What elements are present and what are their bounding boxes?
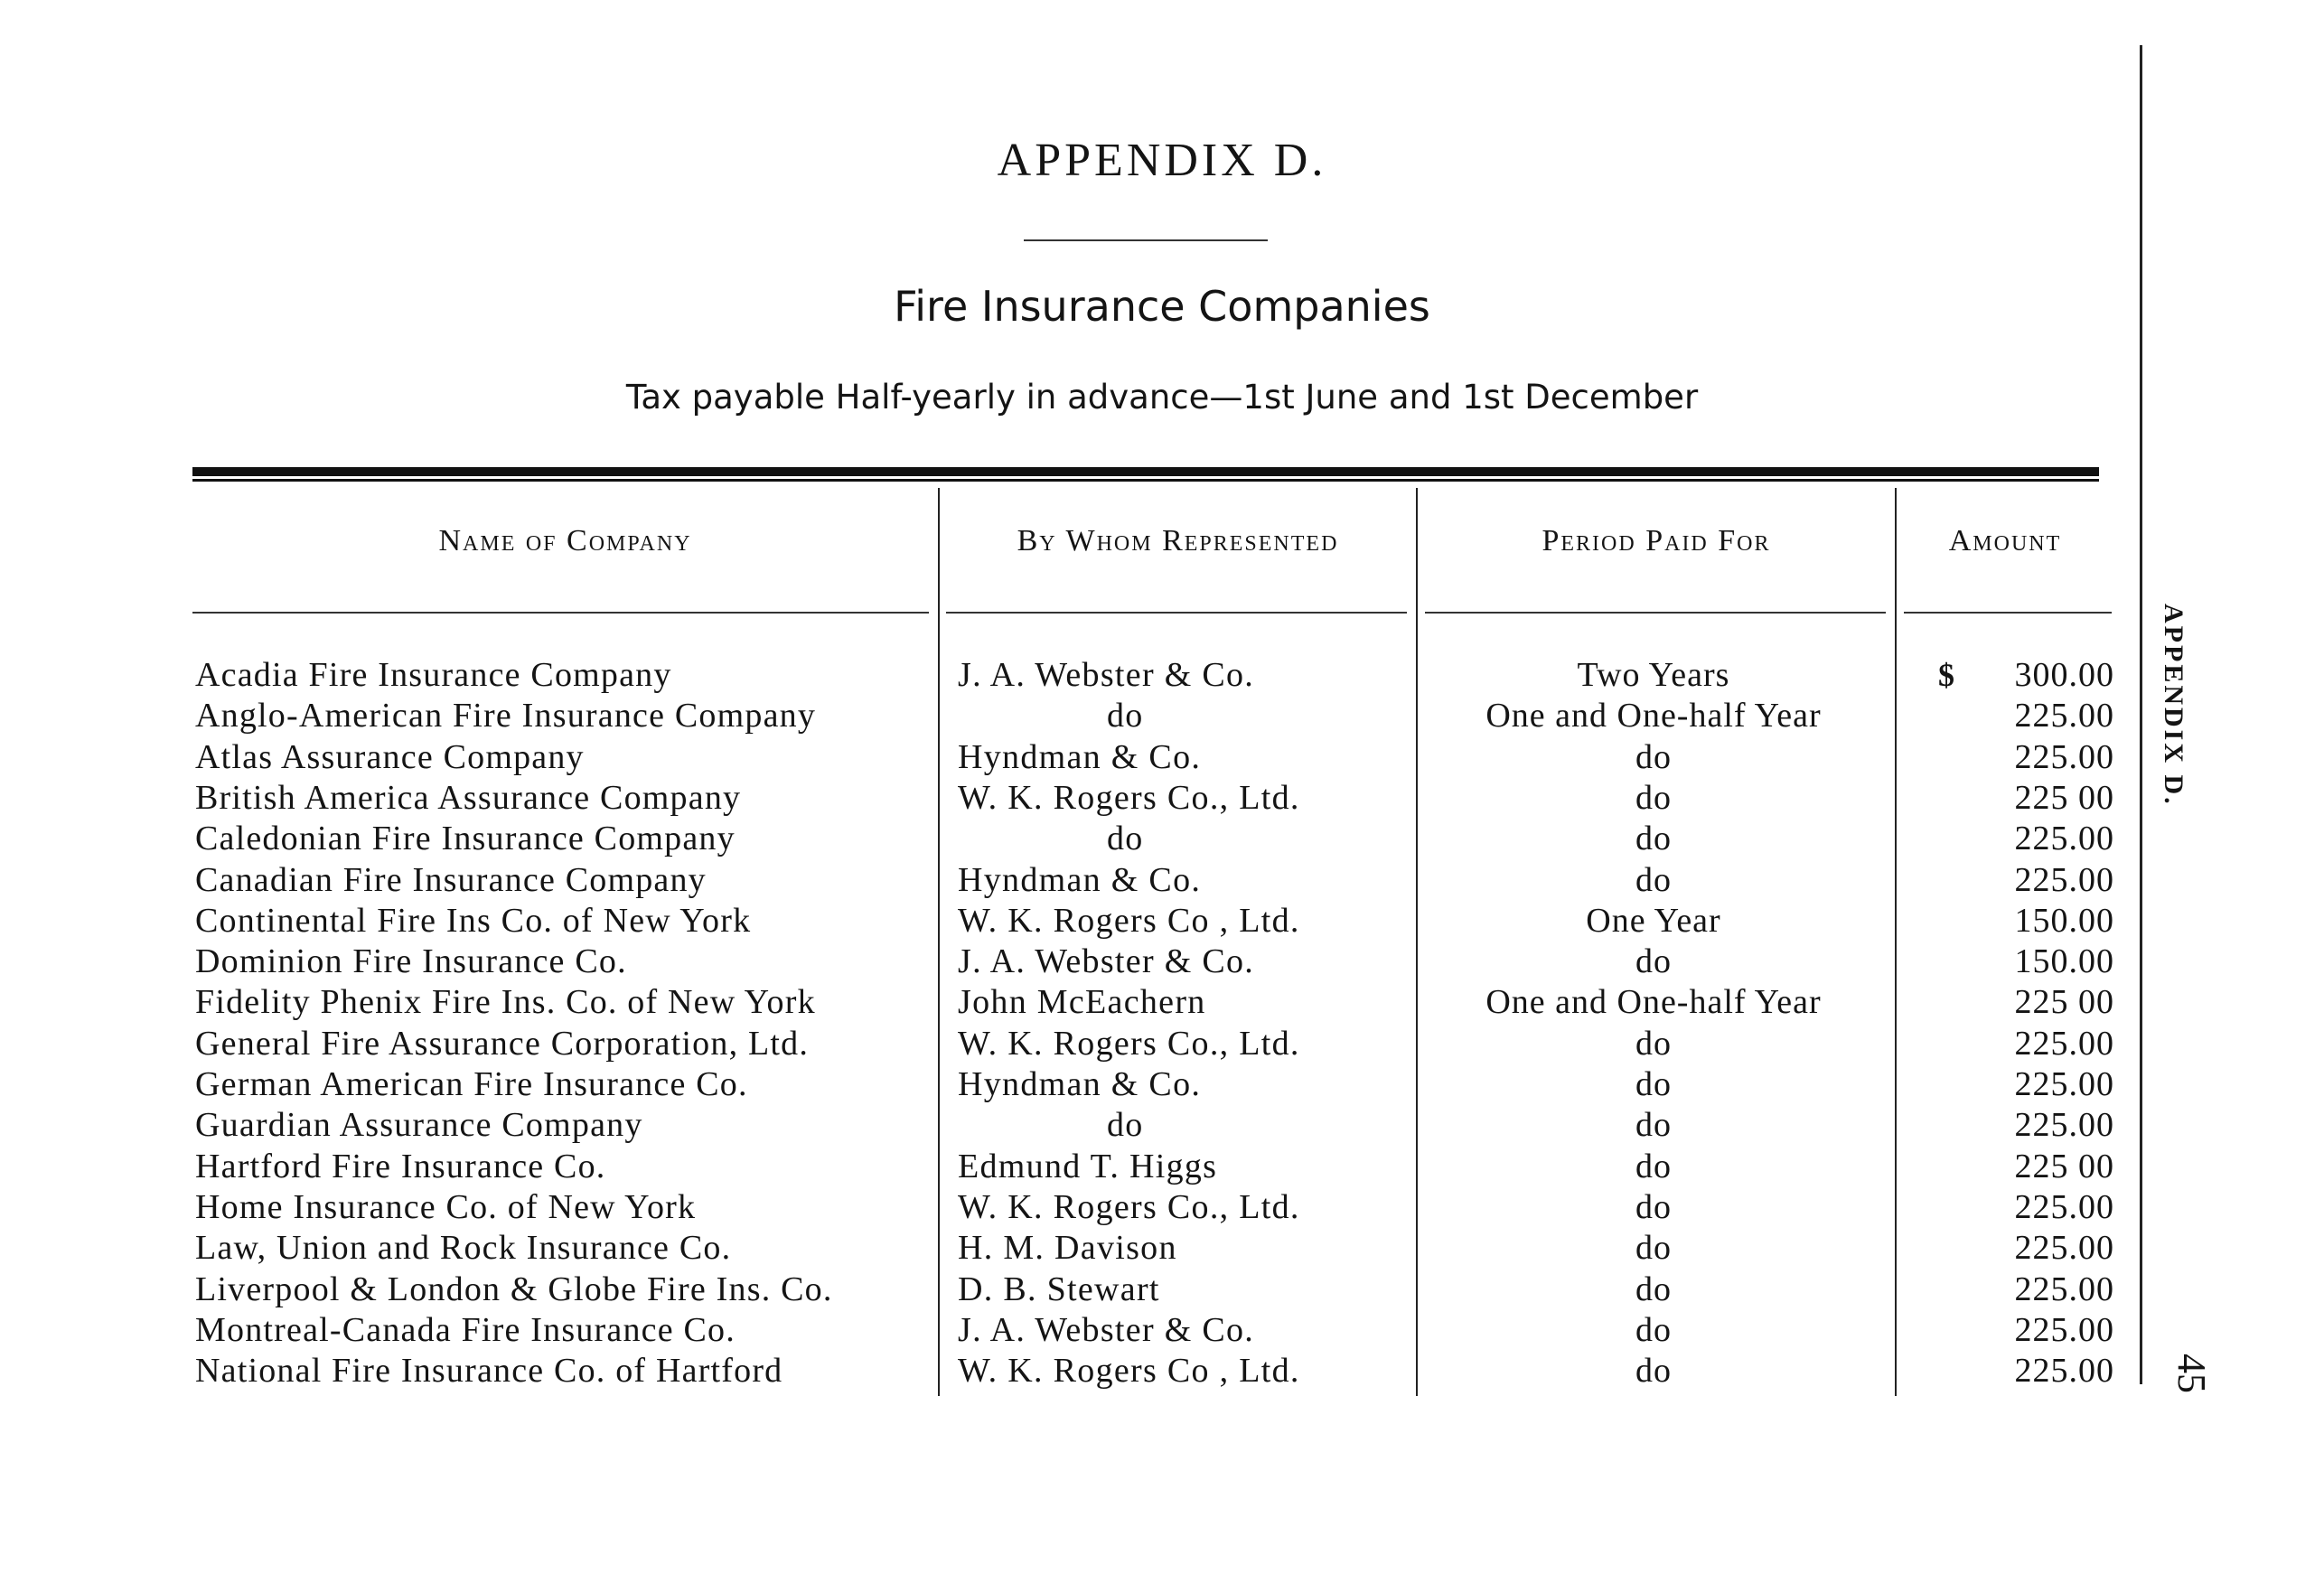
amount: 225 00 <box>2014 983 2114 1022</box>
representative: do <box>1107 820 1144 858</box>
period-paid: do <box>1635 1187 1672 1226</box>
amount: 225 00 <box>2014 778 2114 817</box>
header-underline <box>946 612 1407 614</box>
representative: H. M. Davison <box>958 1229 1177 1268</box>
header-underline <box>1904 612 2112 614</box>
currency-symbol: $ <box>1938 657 1954 693</box>
company-name: Montreal-Canada Fire Insurance Co. <box>195 1310 736 1349</box>
representative: W. K. Rogers Co., Ltd. <box>958 778 1300 817</box>
period-paid: do <box>1635 1352 1672 1391</box>
table-row <box>0 1063 2324 1105</box>
period-paid: One and One-half Year <box>1485 983 1822 1022</box>
tax-note: Tax payable Half-yearly in advance—1st June and 1st December <box>625 378 1699 417</box>
company-name: General Fire Assurance Corporation, Ltd. <box>195 1024 810 1063</box>
amount: 225.00 <box>2014 1187 2114 1226</box>
representative: W. K. Rogers Co , Ltd. <box>958 1352 1300 1391</box>
page-number: 45 <box>2169 1354 2214 1393</box>
period-paid: One and One-half Year <box>1485 697 1822 735</box>
company-name: Acadia Fire Insurance Company <box>195 656 672 694</box>
representative: W. K. Rogers Co., Ltd. <box>958 1024 1300 1063</box>
amount: 225.00 <box>2014 820 2114 858</box>
amount: 225.00 <box>2014 1310 2114 1349</box>
table-row <box>0 1186 2324 1228</box>
amount: 225.00 <box>2014 1106 2114 1145</box>
amount: 150.00 <box>2014 942 2114 981</box>
table-row <box>0 1269 2324 1310</box>
amount: 225.00 <box>2014 737 2114 776</box>
company-name: National Fire Insurance Co. of Hartford <box>195 1352 783 1391</box>
header-company: Name of Company <box>438 524 692 557</box>
period-paid: do <box>1635 1147 1672 1185</box>
representative: Hyndman & Co. <box>958 737 1202 776</box>
representative: Hyndman & Co. <box>958 1065 1202 1103</box>
company-name: Anglo-American Fire Insurance Company <box>195 697 817 735</box>
company-name: Law, Union and Rock Insurance Co. <box>195 1229 732 1268</box>
period-paid: do <box>1635 1229 1672 1268</box>
company-name: Liverpool & London & Globe Fire Ins. Co. <box>195 1270 833 1308</box>
table-row <box>0 1309 2324 1351</box>
table-row <box>0 654 2324 696</box>
representative: J. A. Webster & Co. <box>958 1310 1255 1349</box>
amount: 150.00 <box>2014 901 2114 940</box>
table-row <box>0 736 2324 778</box>
header-underline <box>1425 612 1886 614</box>
amount: 225.00 <box>2014 1270 2114 1308</box>
company-name: Caledonian Fire Insurance Company <box>195 820 736 858</box>
period-paid: do <box>1635 1270 1672 1308</box>
representative: Hyndman & Co. <box>958 860 1202 899</box>
company-name: Guardian Assurance Company <box>195 1106 643 1145</box>
period-paid: do <box>1635 820 1672 858</box>
period-paid: do <box>1635 1106 1672 1145</box>
period-paid: One Year <box>1586 901 1721 940</box>
table-row <box>0 1227 2324 1269</box>
table-row <box>0 1350 2324 1391</box>
representative: W. K. Rogers Co., Ltd. <box>958 1187 1300 1226</box>
period-paid: Two Years <box>1577 656 1730 694</box>
period-paid: do <box>1635 1310 1672 1349</box>
table-row <box>0 859 2324 901</box>
period-paid: do <box>1635 778 1672 817</box>
company-name: German American Fire Insurance Co. <box>195 1065 748 1103</box>
side-label: APPENDIX D. <box>2159 604 2188 807</box>
representative: Edmund T. Higgs <box>958 1147 1218 1185</box>
company-name: British America Assurance Company <box>195 778 742 817</box>
company-name: Atlas Assurance Company <box>195 737 585 776</box>
header-amount: Amount <box>1948 524 2062 557</box>
amount: 225.00 <box>2014 1352 2114 1391</box>
header-representative: By Whom Represented <box>1017 524 1339 557</box>
table-row <box>0 941 2324 982</box>
table-row <box>0 695 2324 736</box>
company-name: Hartford Fire Insurance Co. <box>195 1147 606 1185</box>
title-divider <box>1024 239 1268 241</box>
table-row <box>0 1146 2324 1187</box>
amount: 300.00 <box>2014 656 2114 694</box>
table-row <box>0 900 2324 942</box>
amount: 225.00 <box>2014 860 2114 899</box>
company-name: Fidelity Phenix Fire Ins. Co. of New York <box>195 983 816 1022</box>
amount: 225.00 <box>2014 697 2114 735</box>
amount: 225 00 <box>2014 1147 2114 1185</box>
table-row <box>0 1023 2324 1064</box>
representative: John McEachern <box>958 983 1206 1022</box>
table-row <box>0 981 2324 1023</box>
company-name: Dominion Fire Insurance Co. <box>195 942 627 981</box>
amount: 225.00 <box>2014 1024 2114 1063</box>
header-period: Period Paid For <box>1542 524 1771 557</box>
representative: W. K. Rogers Co , Ltd. <box>958 901 1300 940</box>
subtitle: Fire Insurance Companies <box>894 282 1430 331</box>
company-name: Continental Fire Ins Co. of New York <box>195 901 752 940</box>
margin-rule <box>2140 45 2142 1384</box>
table-row <box>0 818 2324 859</box>
representative: do <box>1107 697 1144 735</box>
amount: 225.00 <box>2014 1229 2114 1268</box>
period-paid: do <box>1635 737 1672 776</box>
table-top-rule <box>192 467 2099 476</box>
amount: 225.00 <box>2014 1065 2114 1103</box>
header-underline <box>192 612 929 614</box>
company-name: Canadian Fire Insurance Company <box>195 860 707 899</box>
representative: J. A. Webster & Co. <box>958 942 1255 981</box>
table-row <box>0 777 2324 819</box>
table-top-rule-thin <box>192 479 2099 482</box>
company-name: Home Insurance Co. of New York <box>195 1187 697 1226</box>
representative: do <box>1107 1106 1144 1145</box>
appendix-title: APPENDIX D. <box>997 135 1327 186</box>
representative: J. A. Webster & Co. <box>958 656 1255 694</box>
table-row <box>0 1104 2324 1146</box>
period-paid: do <box>1635 1065 1672 1103</box>
representative: D. B. Stewart <box>958 1270 1160 1308</box>
period-paid: do <box>1635 1024 1672 1063</box>
period-paid: do <box>1635 860 1672 899</box>
period-paid: do <box>1635 942 1672 981</box>
